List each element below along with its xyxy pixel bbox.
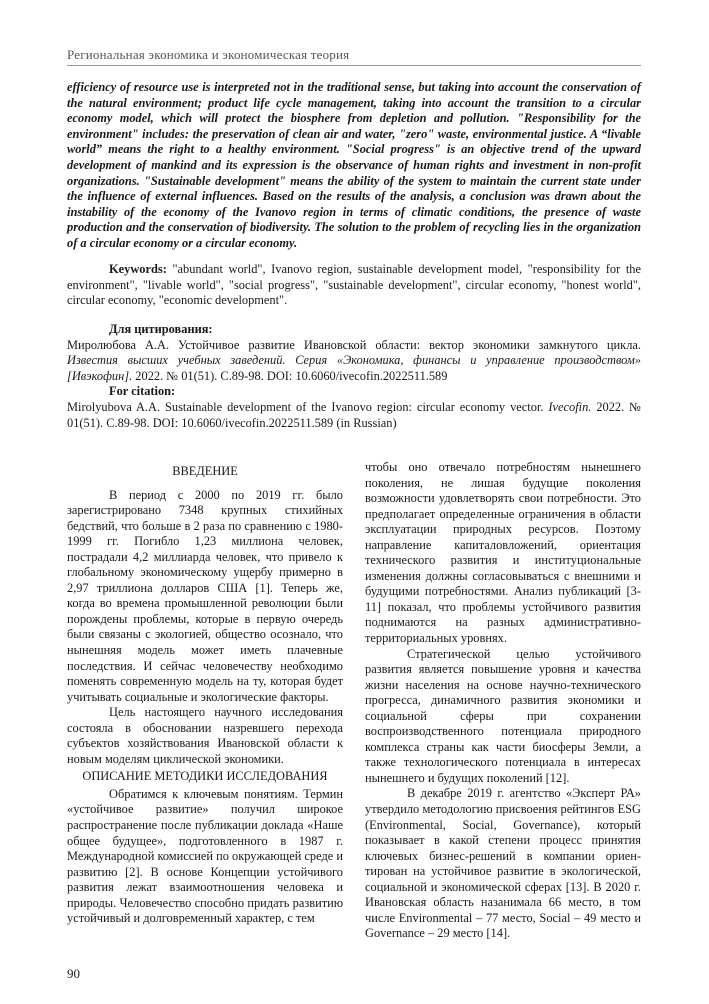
section-heading-introduction: ВВЕДЕНИЕ (172, 464, 238, 478)
right-paragraph-3: В декабре 2019 г. агентство «Эксперт РА» утвердило методологию присвоения рейтингов ESG (Environmental, Social, Governance), который показывает в какой степени процесс принятия ключевых бизнес-решений в компании ориен-тирован на устойчивое развитие в экологической, социальной и экономической сферах [13]. В 2020 г. Ивановская область назанимала 66 место, в том числе Environmental – 77 место, Social – 49 место и Governance – 29 место [14]. (365, 786, 641, 941)
abstract-text: efficiency of resource use is interpreted not in the traditional sense, but taking into account the conservation of the natural environment; product life cycle management, taking into account the transition to a circular economy model, which will protect the biosphere from depletion and pollution. "Responsibility for the environment" includes: the preservation of clean air and water, "zero" waste, environmental justice. A “livable world” means the right to a healthy environment. "Social progress" is an objective trend of the upward development of mankind and its expression is the observance of human rights and investment in non-profit organizations. "Sustainable development" means the ability of the system to maintain the current state under the influence of external influences. Based on the results of the analysis, a conclusion was drawn about the instability of the economy of the Ivanovo region in terms of climatic conditions, the presence of waste production and the conservation of biodiversity. The solution to the problem of recycling lies in the organization of a circular economy or a circular economy. (67, 80, 641, 250)
citation-ru-details: 2022. № 01(51). С.89-98. DOI: 10.6060/ivecofin.2022511.589 (132, 368, 448, 383)
intro-paragraph-2: Цель настоящего научного исследования состояла в обосновании назревшего перехода субъектов хозяйствования Ивановской области к новым моделям циклической экономики. (67, 705, 343, 766)
keywords-text: "abundant world", Ivanovo region, sustainable development model, "responsibility for the environment", "livable world", "social progress", "sustainable development", circular economy, "honest world", circular economy, "economic development". (67, 262, 641, 308)
citation-ru-authors-title: Миролюбова А.А. Устойчивое развитие Ивановской области: вектор экономики замкнутого цикла. (67, 337, 641, 352)
intro-paragraph-1: В период с 2000 по 2019 гг. было зарегистрировано 7348 крупных стихийных бедствий, что больше в 2 раза по сравнению с 1980-1999 гг. Погибло 1,23 миллиона человек, пострадали 4,2 миллиарда человек, что привело к глобальному экономическому ущербу примерно в 2,97 триллиона долларов США [1]. Теперь же, когда во времена промышленной революции были порождены проблемы, которые в первую очередь были связаны с экологией, общество осознало, что нынешняя модель может иметь плачевные последствия. И сейчас человечеству необходимо поменять современную модель на ту, которая будет учитывать социальные и экологические факторы. (67, 487, 343, 704)
page-number: 90 (67, 966, 80, 981)
methodology-paragraph-1: Обратимся к ключевым понятиям. Термин «устойчивое развитие» получил широкое распространение после публикации доклада «Наше общее будущее», подготовленного в 1987 г. Международной комиссией по окружающей среде и развитию [2]. В основе Концепции устойчивого развития лежат взаимоотношения человека и природы. Человечество способно придать развитию устойчивый и долговременный характер, с тем (67, 786, 343, 926)
keywords-label: Keywords: (109, 262, 167, 276)
citation-heading-ru: Для цитирования: (109, 322, 213, 336)
running-header: Региональная экономика и экономическая теория (67, 47, 350, 62)
citation-text-en (67, 400, 641, 431)
keywords-block (67, 262, 641, 309)
citation-en-authors-title: Mirolyubova A.A. Sustainable development of the Ivanovo region: circular economy vector. (67, 399, 549, 414)
body-column-left (67, 460, 343, 927)
right-paragraph-2: Стратегической целью устойчивого развития является повышение уровня и качества жизни населения на основе научно-технического прогресса, динамичного развития экономики и социальной сферы при сохранении воспроизводственного потенциала природного комплекса страны как части биосферы Земли, а также технологического потенциала в интересах нынешнего и будущих поколений [12]. (365, 646, 641, 785)
citation-en-details: 2022. № 01(51). С.89-98. DOI: 10.6060/ivecofin.2022511.589 (in Russian) (67, 399, 641, 430)
citation-text-ru (67, 338, 641, 385)
header-divider (67, 65, 641, 66)
citation-en-journal: Ivecofin. (548, 399, 592, 414)
citation-ru-journal: Известия высших учебных заведений. Серия «Экономика, финансы и управление производством» [Ивэкофин]. (67, 353, 641, 383)
body-column-right (365, 460, 641, 942)
section-heading-methodology: ОПИСАНИЕ МЕТОДИКИ ИССЛЕДОВАНИЯ (82, 769, 328, 784)
citation-heading-en: For citation: (109, 384, 176, 399)
citation-block (67, 322, 641, 431)
right-paragraph-1: чтобы оно отвечало потребностям нынешнего поколения, не лишая будущие поколения возможности удовлетворять свои потребности. Это предполагает определенные ограничения в области эксплуатации природных ресурсов. Поэтому направление капиталовложений, ориентация технического развития и институциональные изменения должны согласовываться с внешними и будущими потребностями. Анализ публикаций [3-11] показал, что проблемы устойчивого развития поднимаются на разных административно-территориальных уровнях. (365, 460, 641, 646)
